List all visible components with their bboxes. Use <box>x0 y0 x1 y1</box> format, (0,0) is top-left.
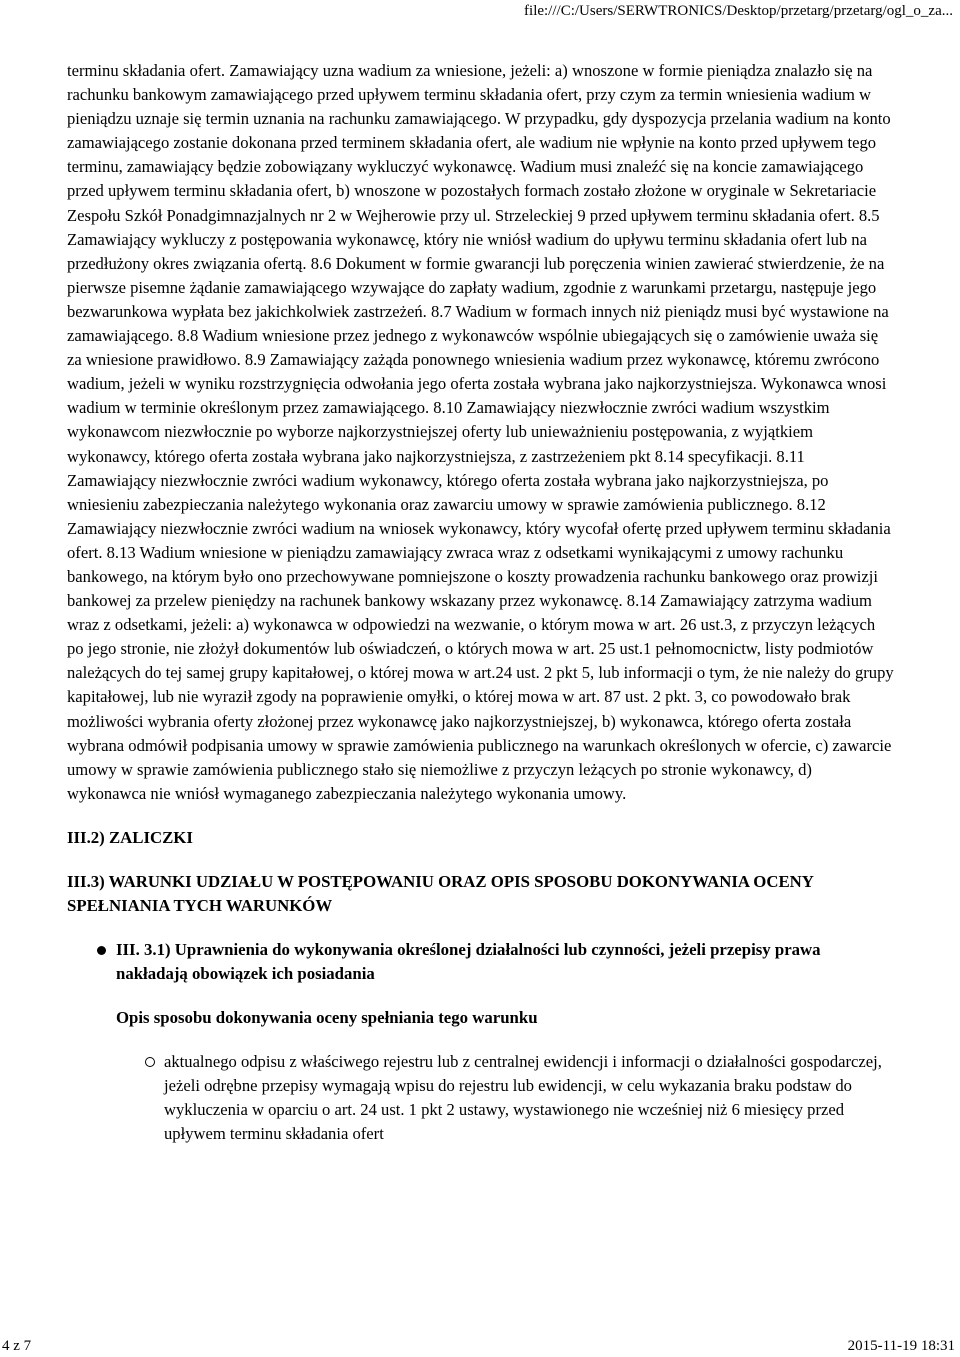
sub-list-item <box>67 1050 894 1146</box>
section-heading-warunki: III.3) WARUNKI UDZIAŁU W POSTĘPOWANIU ORAZ OPIS SPOSOBU DOKONYWANIA OCENY SPEŁNIANIA TYCH WARUNKÓW <box>67 871 814 915</box>
print-header-url: file:///C:/Users/SERWTRONICS/Desktop/przetarg/przetarg/ogl_o_za... <box>524 3 953 19</box>
bullet-disc-icon <box>97 946 106 955</box>
sub-list-item-text: aktualnego odpisu z właściwego rejestru lub z centralnej ewidencji i informacji o działalności gospodarczej, jeżeli odrębne przepisy wymagają wpisu do rejestru lub ewidencji, w celu wykazania braku podstaw do wykluczenia w oparciu o art. 24 ust. 1 pkt 2 ustawy, wystawionego nie wcześniej niż 6 miesięcy przed upływem terminu składania ofert <box>164 1051 882 1144</box>
print-timestamp: 2015-11-19 18:31 <box>847 1338 955 1354</box>
list-item <box>67 938 894 986</box>
list-item-label: III. 3.1) Uprawnienia do wykonywania określonej działalności lub czynności, jeżeli przepisy prawa nakładają obowiązek ich posiadania <box>116 939 821 983</box>
wadium-paragraph: terminu składania ofert. Zamawiający uzna wadium za wniesione, jeżeli: a) wnoszone w formie pieniądza znalazło się na rachunku bankowym zamawiającego przed upływem terminu składania ofert, przy czym za termin wniesienia wadium w pieniądzu uznaje się termin uznania na rachunku zamawiającego. W przypadku, gdy dyspozycja przelania wadium na konto zamawiającego zostanie dokonana przed terminem składania ofert, ale wadium nie wpłynie na konto przed upływem tego terminu, zamawiający będzie zobowiązany wykluczyć wykonawcę. Wadium musi znaleźć się na koncie zamawiającego przed upływem terminu składania ofert, b) wnoszone w pozostałych formach zostało złożone w oryginale w Sekretariacie Zespołu Szkół Ponadgimnazjalnych nr 2 w Wejherowie przy ul. Strzeleckiej 9 przed upływem terminu składania ofert. 8.5 Zamawiający wykluczy z postępowania wykonawcę, który nie wniósł wadium do upływu terminu składania ofert lub na przedłużony okres związania ofertą. 8.6 Dokument w formie gwarancji lub poręczenia winien zawierać stwierdzenie, że na pierwsze pisemne żądanie zamawiającego wzywające do zapłaty wadium, zgodnie z warunkami przetargu, następuje jego bezwarunkowa wypłata bez jakichkolwiek zastrzeżeń. 8.7 Wadium w formach innych niż pieniądz musi być wystawione na zamawiającego. 8.8 Wadium wniesione przez jednego z wykonawców wspólnie ubiegających się o zamówienie uważa się za wniesione prawidłowo. 8.9 Zamawiający zażąda ponownego wniesienia wadium przez wykonawcę, któremu zwrócono wadium, jeżeli w wyniku rozstrzygnięcia odwołania jego oferta została wybrana jako najkorzystniejsza. Wykonawca wnosi wadium w terminie określonym przez zamawiającego. 8.10 Zamawiający niezwłocznie zwróci wadium wszystkim wykonawcom niezwłocznie po wyborze najkorzystniejszej oferty lub unieważnieniu postępowania, z wyjątkiem wykonawcy, którego oferta została wybrana jako najkorzystniejsza, z zastrzeżeniem pkt 8.14 specyfikacji. 8.11 Zamawiający niezwłocznie zwróci wadium wykonawcy, którego oferta została wybrana jako najkorzystniejsza, po wniesieniu zabezpieczania należytego wykonania oraz zawarciu umowy w sprawie zamówienia publicznego. 8.12 Zamawiający niezwłocznie zwróci wadium na wniosek wykonawcy, który wycofał ofertę przed upływem terminu składania ofert. 8.13 Wadium wniesione w pieniądzu zamawiający zwraca wraz z odsetkami wynikającymi z umowy rachunku bankowego, na którym było ono przechowywane pomniejszone o koszty prowadzenia rachunku bankowego oraz prowizji bankowej za przelew pieniędzy na rachunek bankowy wskazany przez wykonawcę. 8.14 Zamawiający zatrzyma wadium wraz z odsetkami, jeżeli: a) wykonawca w odpowiedzi na wezwanie, o którym mowa w art. 26 ust.3, z przyczyn leżących po jego stronie, nie złożył dokumentów lub oświadczeń, o których mowa w art. 25 ust.1 pełnomocnictw, listy podmiotów należących do tej samej grupy kapitałowej, o której mowa w art.24 ust. 2 pkt 5, lub informacji o tym, że nie należy do grupy kapitałowej, lub nie wyraził zgody na poprawienie omyłki, o której mowa w art. 87 ust. 2 pkt. 3, co powodowało brak możliwości wybrania oferty złożonej przez wykonawcę jako najkorzystniejszej, b) wykonawca, którego oferta została wybrana odmówił podpisania umowy w sprawie zamówienia publicznego na warunkach określonych w ofercie, c) zawarcie umowy w sprawie zamówienia publicznego stało się niemożliwe z przyczyn leżących po stronie wykonawcy, d) wykonawca nie wniósł wymaganego zabezpieczania należytego wykonania umowy. <box>67 61 894 803</box>
subsection-title: Opis sposobu dokonywania oceny spełniania tego warunku <box>116 1007 538 1027</box>
bullet-circle-icon <box>145 1057 155 1067</box>
section-heading-zaliczki: III.2) ZALICZKI <box>67 827 193 847</box>
page-number: 4 z 7 <box>2 1338 32 1354</box>
document-body <box>67 59 894 1146</box>
